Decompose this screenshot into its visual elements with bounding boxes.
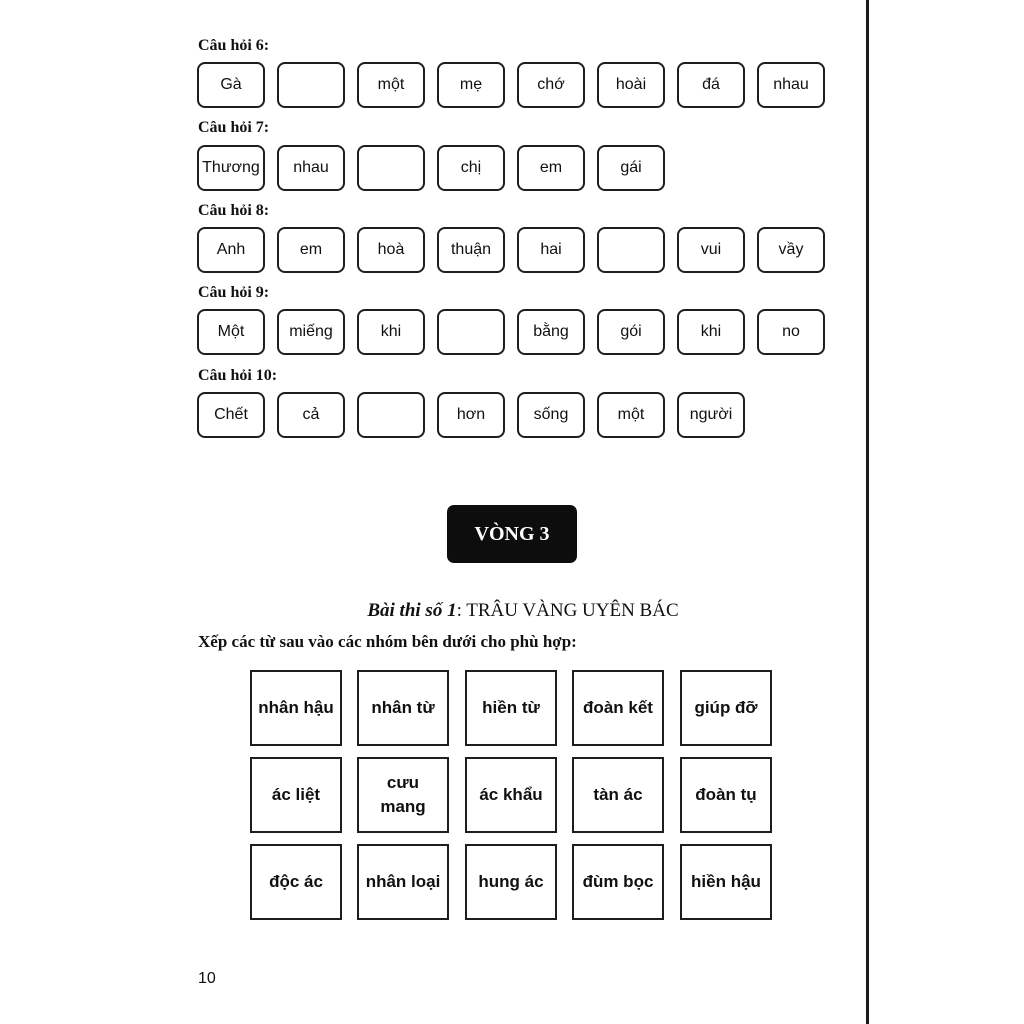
- grid-cell[interactable]: ác liệt: [250, 757, 342, 833]
- word-box[interactable]: hoà: [357, 227, 425, 273]
- word-box[interactable]: miếng: [277, 309, 345, 355]
- question-label-9: Câu hỏi 9:: [198, 284, 270, 301]
- word-box[interactable]: vui: [677, 227, 745, 273]
- word-box[interactable]: no: [757, 309, 825, 355]
- grid-cell[interactable]: nhân hậu: [250, 670, 342, 746]
- word-box-blank[interactable]: [277, 62, 345, 108]
- grid-cell[interactable]: ác khẩu: [465, 757, 557, 833]
- page-edge-line: [866, 0, 869, 1024]
- grid-cell[interactable]: nhân loại: [357, 844, 449, 920]
- grid-cell[interactable]: giúp đỡ: [680, 670, 772, 746]
- word-box[interactable]: gói: [597, 309, 665, 355]
- grid-cell[interactable]: độc ác: [250, 844, 342, 920]
- grid-cell[interactable]: tàn ác: [572, 757, 664, 833]
- question-label-6: Câu hỏi 6:: [198, 37, 270, 54]
- question-label-7: Câu hỏi 7:: [198, 119, 270, 136]
- word-box[interactable]: mẹ: [437, 62, 505, 108]
- word-box[interactable]: Chết: [197, 392, 265, 438]
- grid-cell[interactable]: đoàn kết: [572, 670, 664, 746]
- word-box[interactable]: một: [597, 392, 665, 438]
- grid-cell[interactable]: đùm bọc: [572, 844, 664, 920]
- word-box[interactable]: em: [517, 145, 585, 191]
- word-box-blank[interactable]: [597, 227, 665, 273]
- word-box[interactable]: thuận: [437, 227, 505, 273]
- word-box[interactable]: Gà: [197, 62, 265, 108]
- word-box[interactable]: Thương: [197, 145, 265, 191]
- grid-cell[interactable]: hiền từ: [465, 670, 557, 746]
- exam-title: [0, 600, 1024, 622]
- word-box[interactable]: em: [277, 227, 345, 273]
- page-number: 10: [198, 970, 216, 987]
- word-box[interactable]: hai: [517, 227, 585, 273]
- word-box[interactable]: hoài: [597, 62, 665, 108]
- word-box[interactable]: chị: [437, 145, 505, 191]
- grid-cell[interactable]: hiền hậu: [680, 844, 772, 920]
- word-box[interactable]: bằng: [517, 309, 585, 355]
- word-box[interactable]: vầy: [757, 227, 825, 273]
- grid-cell[interactable]: hung ác: [465, 844, 557, 920]
- word-box[interactable]: một: [357, 62, 425, 108]
- grid-cell[interactable]: cưu mang: [357, 757, 449, 833]
- exam-title-prefix: Bài thi số 1: [367, 600, 457, 621]
- word-box[interactable]: cả: [277, 392, 345, 438]
- word-box[interactable]: gái: [597, 145, 665, 191]
- word-box[interactable]: khi: [677, 309, 745, 355]
- word-box-blank[interactable]: [437, 309, 505, 355]
- grid-cell[interactable]: nhân từ: [357, 670, 449, 746]
- word-box[interactable]: nhau: [277, 145, 345, 191]
- exam-instruction: Xếp các từ sau vào các nhóm bên dưới cho phù hợp:: [198, 632, 577, 651]
- question-label-10: Câu hỏi 10:: [198, 367, 278, 384]
- word-box[interactable]: sống: [517, 392, 585, 438]
- word-box-blank[interactable]: [357, 145, 425, 191]
- word-box[interactable]: Anh: [197, 227, 265, 273]
- word-box[interactable]: chớ: [517, 62, 585, 108]
- round-badge: VÒNG 3: [447, 505, 577, 563]
- grid-cell[interactable]: đoàn tụ: [680, 757, 772, 833]
- question-label-8: Câu hỏi 8:: [198, 202, 270, 219]
- word-box[interactable]: đá: [677, 62, 745, 108]
- word-box[interactable]: khi: [357, 309, 425, 355]
- word-box[interactable]: Một: [197, 309, 265, 355]
- word-box[interactable]: hơn: [437, 392, 505, 438]
- word-box[interactable]: nhau: [757, 62, 825, 108]
- word-box-blank[interactable]: [357, 392, 425, 438]
- exam-title-text: : TRÂU VÀNG UYÊN BÁC: [456, 600, 679, 621]
- word-box[interactable]: người: [677, 392, 745, 438]
